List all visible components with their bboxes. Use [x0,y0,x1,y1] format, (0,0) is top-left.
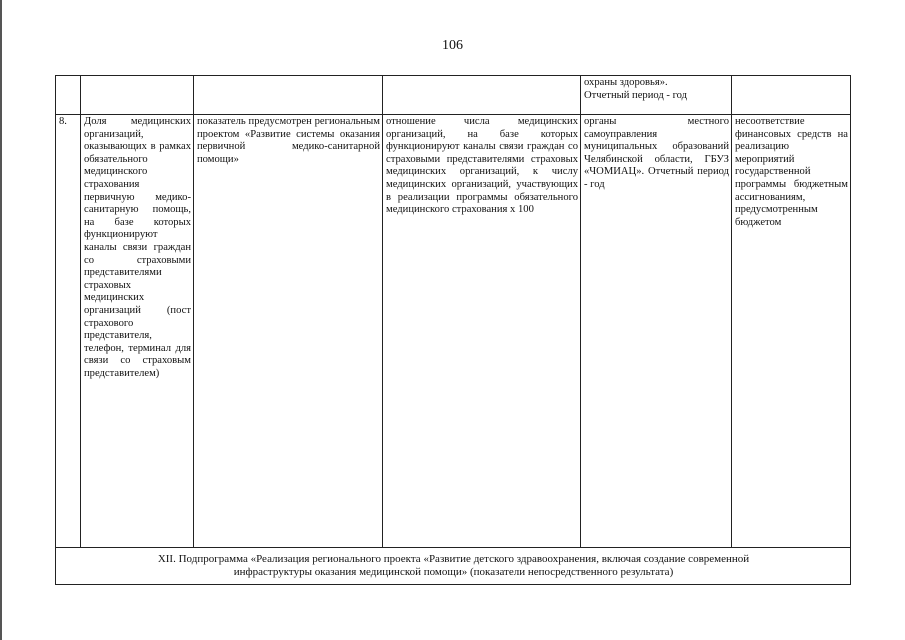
source-text-line2: Отчетный период - год [584,89,688,101]
section-title-line1: XII. Подпрограмма «Реализация регионального проекта «Развитие детского здравоохранения, включая создание современной [157,553,750,565]
data-source: органы местного самоуправления муниципальных образований Челябинской области, ГБУЗ «ЧОМИАЦ». Отчетный период - год [581,115,732,548]
indicator-basis: показатель предусмотрен региональным проектом «Развитие системы оказания первичной медико-санитарной помощи» [194,115,383,548]
cell-indicator [81,76,194,115]
row-number: 8. [56,115,81,548]
table-row-continued [56,76,851,115]
cell-method [383,76,581,115]
cell-basis [194,76,383,115]
section-title-line2: инфраструктуры оказания медицинской помощи» (показатели непосредственного результата) [233,566,674,578]
table-row-8 [56,115,851,548]
section-title [56,548,851,585]
cell-source [581,76,732,115]
indicator-name: Доля медицинских организаций, оказывающих в рамках обязательного медицинского страхования первичную медико-санитарную помощь, на базе которых функционируют каналы связи граждан со страховыми представителями страховых медицинских организаций (пост страхового представителя, телефон, терминал для связи со страховым представителем) [81,115,194,548]
risk-description: несоответствие финансовых средств на реализацию мероприятий государственной программы бюджетным ассигнованиям, предусмотренным бюджетом [732,115,851,548]
calculation-method: отношение числа медицинских организаций, на базе которых функционируют каналы связи граждан со страховыми представителями страховых медицинских организаций, к числу медицинских организаций, участвующих в реализации программы обязательного медицинского страхования x 100 [383,115,581,548]
scan-edge [0,0,2,640]
cell-risk [732,76,851,115]
section-header-row [56,548,851,585]
source-text-line1: охраны здоровья». [584,77,668,88]
page-number: 106 [442,38,463,53]
cell-number [56,76,81,115]
indicators-table [55,75,851,585]
